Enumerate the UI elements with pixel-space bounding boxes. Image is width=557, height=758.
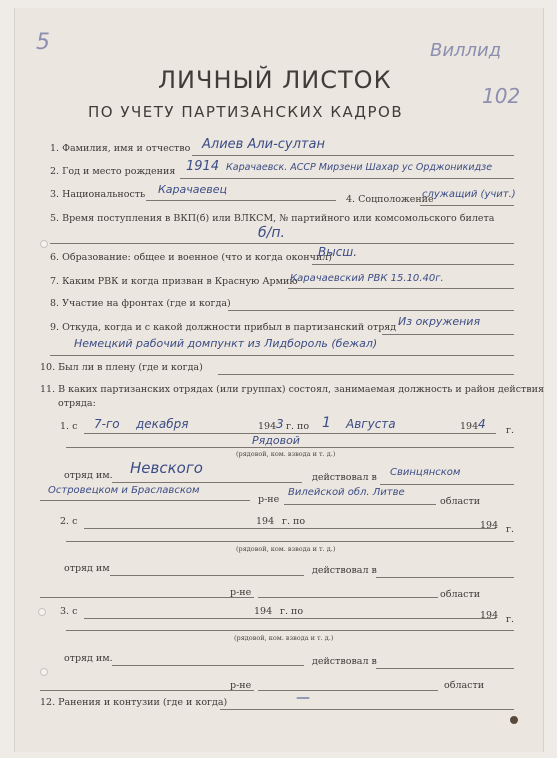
entry-3-oblasti: области bbox=[444, 680, 485, 691]
field-7-value: Карачаевский РВК 15.10.40г. bbox=[290, 273, 444, 284]
field-3-value: Карачаевец bbox=[158, 183, 228, 196]
entry-1-oblasti: области bbox=[440, 496, 481, 507]
entry-1-area1: Свинцянском bbox=[390, 467, 461, 478]
entry-3-rne: р-не bbox=[230, 680, 252, 691]
field-5-label: 5. Время поступления в ВКП(б) или ВЛКСМ, № партийного или комсомольского билета bbox=[50, 213, 495, 224]
field-12-value: — bbox=[296, 690, 310, 706]
field-11-label-cont: отряда: bbox=[58, 398, 96, 409]
field-9-value-1: Из окружения bbox=[398, 315, 481, 328]
field-1-value: Алиев Али-султан bbox=[202, 137, 325, 152]
entry-1-g: г. bbox=[506, 425, 514, 436]
entry-3-position-note: (рядовой, ком. взвода и т. д.) bbox=[234, 634, 334, 642]
entry-1-end-year-val: 4 bbox=[478, 417, 486, 431]
entry-2-position-note: (рядовой, ком. взвода и т. д.) bbox=[236, 545, 336, 553]
entry-2-rne: р-не bbox=[230, 587, 252, 598]
entry-2-deistvoval: действовал в bbox=[312, 565, 377, 576]
entry-2-oblasti: области bbox=[440, 589, 481, 600]
entry-1-area-line2: Островецком и Браславском bbox=[48, 485, 200, 496]
field-2-value: Карачаевск. АССР Мирзени Шахар ус Орджоникидзе bbox=[226, 162, 493, 173]
entry-2-po: г. по bbox=[282, 516, 306, 527]
entry-1-otryad-label: отряд им. bbox=[64, 470, 113, 481]
entry-1-num: 1. с bbox=[60, 421, 78, 432]
entry-1-month2: Августа bbox=[346, 417, 396, 431]
entry-1-rne: р-не bbox=[258, 494, 280, 505]
entry-3-otryad-label: отряд им. bbox=[64, 653, 113, 664]
field-12-label: 12. Ранения и контузии (где и когда) bbox=[40, 697, 228, 708]
entry-1-position-note: (рядовой, ком. взвода и т. д.) bbox=[236, 450, 336, 458]
entry-2-year-pre: 194 bbox=[256, 516, 275, 527]
corner-pencil-name: Виллид bbox=[430, 40, 502, 61]
corner-pencil-number: 102 bbox=[482, 84, 521, 108]
field-4-value: служащий (учит.) bbox=[422, 189, 516, 200]
field-7-label: 7. Каким РВК и когда призван в Красную Армию bbox=[50, 276, 298, 287]
entry-1-month: декабря bbox=[136, 417, 189, 431]
entry-3-po: г. по bbox=[280, 606, 304, 617]
field-8-label: 8. Участие на фронтах (где и когда) bbox=[50, 298, 231, 309]
field-2-year: 1914 bbox=[186, 159, 220, 174]
field-6-value: Высш. bbox=[318, 245, 358, 259]
entry-1-area2: Вилейской обл. Литве bbox=[288, 487, 405, 498]
entry-2-num: 2. с bbox=[60, 516, 78, 527]
ink-spot bbox=[510, 716, 518, 724]
punch-hole bbox=[40, 668, 48, 676]
punch-hole bbox=[38, 608, 46, 616]
field-10-label: 10. Был ли в плену (где и когда) bbox=[40, 362, 203, 373]
entry-1-po: г. по bbox=[286, 421, 310, 432]
field-5-value: б/п. bbox=[258, 225, 285, 241]
entry-3-end-year-pre: 194 bbox=[480, 610, 499, 621]
field-9-label: 9. Откуда, когда и с какой должности прибыл в партизанский отряд bbox=[50, 322, 397, 333]
entry-3-num: 3. с bbox=[60, 606, 78, 617]
field-3-label: 3. Национальность bbox=[50, 189, 146, 200]
entry-3-year-pre: 194 bbox=[254, 606, 273, 617]
field-11-label: 11. В каких партизанских отрядах (или группах) состоял, занимаемая должность и район действия bbox=[40, 384, 544, 395]
entry-1-day2: 1 bbox=[322, 415, 331, 431]
entry-1-position: Рядовой bbox=[252, 434, 300, 447]
page-title: ЛИЧНЫЙ ЛИСТОК bbox=[158, 66, 392, 94]
entry-2-otryad-label: отряд им bbox=[64, 563, 110, 574]
entry-1-year-val: 3 bbox=[276, 417, 284, 431]
field-4-label: 4. Соцположение bbox=[346, 194, 434, 205]
entry-1-day: 7-го bbox=[94, 417, 120, 431]
corner-number: 5 bbox=[36, 30, 50, 55]
entry-1-deistvoval: действовал в bbox=[312, 472, 377, 483]
field-9-value-2: Немецкий рабочий домпункт из Лидбороль (бежал) bbox=[74, 337, 378, 350]
page-subtitle: ПО УЧЕТУ ПАРТИЗАНСКИХ КАДРОВ bbox=[88, 103, 404, 121]
entry-3-g: г. bbox=[506, 614, 514, 625]
entry-1-otryad: Невского bbox=[130, 459, 203, 477]
entry-2-end-year-pre: 194 bbox=[480, 520, 499, 531]
entry-1-year-pre: 194 bbox=[258, 421, 277, 432]
entry-1-end-year-pre: 194 bbox=[460, 421, 479, 432]
entry-2-g: г. bbox=[506, 524, 514, 535]
punch-hole bbox=[40, 240, 48, 248]
entry-3-deistvoval: действовал в bbox=[312, 656, 377, 667]
field-6-label: 6. Образование: общее и военное (что и когда окончил) bbox=[50, 252, 332, 263]
field-2-label: 2. Год и место рождения bbox=[50, 166, 176, 177]
field-1-label: 1. Фамилия, имя и отчество bbox=[50, 143, 191, 154]
